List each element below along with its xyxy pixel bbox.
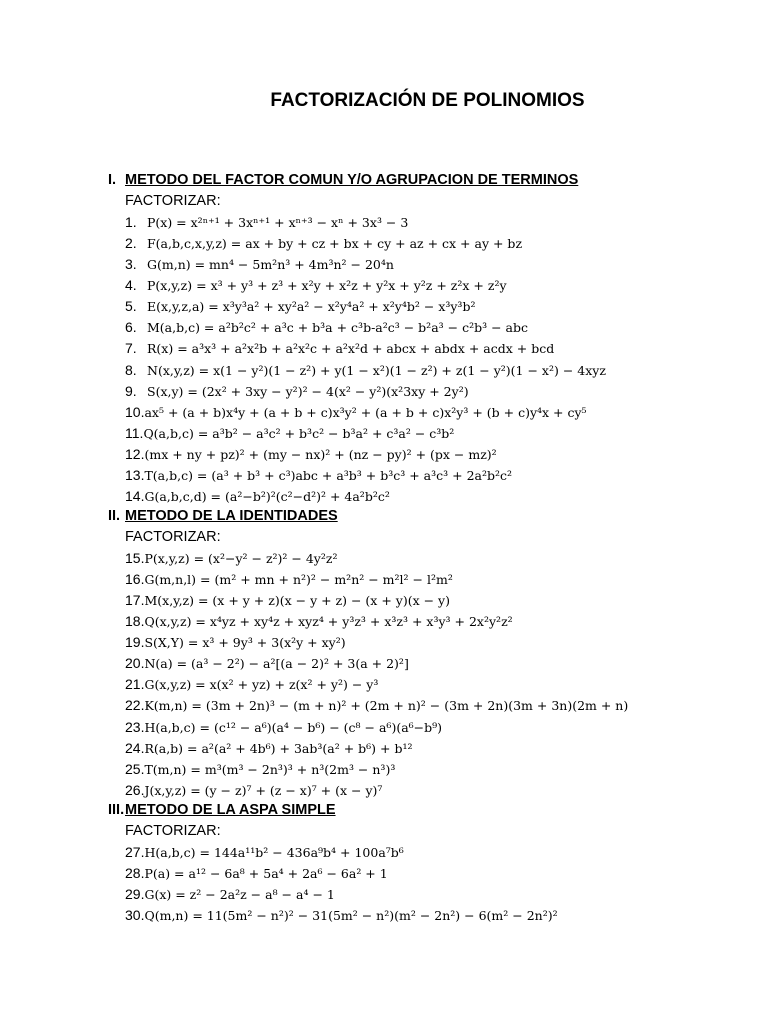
exercise-expression: M(x,y,z) = (x + y + z)(x − y + z) − (x + y)(x − y) bbox=[144, 593, 450, 609]
exercise-number: 18. bbox=[125, 613, 145, 630]
section-instruction: FACTORIZAR: bbox=[125, 823, 221, 840]
exercise-expression: (mx + ny + pz)² + (my − nx)² + (nz − py)² + (px − mz)² bbox=[144, 446, 497, 462]
exercise-expression: T(m,n) = m³(m³ − 2n³)³ + n³(2m³ − n³)³ bbox=[144, 761, 396, 777]
exercise-number: 24. bbox=[125, 739, 145, 756]
exercise-item bbox=[125, 423, 454, 444]
exercise-item bbox=[125, 590, 450, 611]
exercise-expression: M(a,b,c) = a²b²c² + a³c + b³a + c³b-a²c³ − b²a³ − c²b³ − abc bbox=[147, 320, 528, 336]
section-numeral: II. bbox=[108, 508, 121, 524]
section-numeral: III. bbox=[108, 802, 125, 818]
section-heading bbox=[108, 800, 336, 821]
exercise-item bbox=[125, 905, 558, 926]
exercise-item bbox=[125, 611, 513, 632]
exercise-expression: N(x,y,z) = x(1 − y²)(1 − z²) + y(1 − x²)(1 − z²) + z(1 − y²)(1 − x²) − 4xyz bbox=[147, 362, 606, 378]
exercise-expression: R(a,b) = a²(a² + 4b⁶) + 3ab³(a² + b⁶) + b¹² bbox=[144, 740, 413, 756]
exercise-expression: Q(m,n) = 11(5m² − n²)² − 31(5m² − n²)(m² − 2n²) − 6(m² − 2n²)² bbox=[144, 908, 558, 924]
exercise-number: 10. bbox=[125, 403, 145, 420]
exercise-number: 30. bbox=[125, 907, 145, 924]
exercise-number: 4. bbox=[125, 277, 137, 294]
exercise-item bbox=[125, 674, 378, 695]
exercise-number: 15. bbox=[125, 550, 145, 567]
exercise-item bbox=[125, 738, 412, 759]
exercise-item bbox=[125, 717, 442, 738]
exercise-number: 16. bbox=[125, 571, 145, 588]
exercise-item bbox=[125, 381, 469, 402]
exercise-expression: P(x,y,z) = (x²−y² − z²)² − 4y²z² bbox=[144, 551, 338, 567]
exercise-expression: E(x,y,z,a) = x³y³a² + xy²a² − x²y⁴a² + x²y⁴b² − x³y³b² bbox=[147, 299, 476, 315]
exercise-number: 29. bbox=[125, 886, 145, 903]
exercise-number: 25. bbox=[125, 760, 145, 777]
exercise-number: 17. bbox=[125, 592, 145, 609]
exercise-expression: P(x) = x²ⁿ⁺¹ + 3xⁿ⁺¹ + xⁿ⁺³ − xⁿ + 3x³ − 3 bbox=[147, 215, 409, 231]
exercise-expression: P(x,y,z) = x³ + y³ + z³ + x²y + x²z + y²x + y²z + z²x + z²y bbox=[147, 278, 507, 294]
exercise-item bbox=[125, 212, 408, 233]
exercise-expression: F(a,b,c,x,y,z) = ax + by + cz + bx + cy + az + cx + ay + bz bbox=[147, 236, 523, 252]
exercise-expression: G(x,y,z) = x(x² + yz) + z(x² + y²) − y³ bbox=[144, 677, 379, 693]
exercise-number: 6. bbox=[125, 319, 137, 336]
exercise-number: 27. bbox=[125, 844, 145, 861]
exercise-item bbox=[125, 233, 522, 254]
exercise-number: 3. bbox=[125, 256, 137, 273]
exercise-number: 12. bbox=[125, 445, 145, 462]
section-title: METODO DE LA IDENTIDADES bbox=[125, 508, 338, 524]
exercise-number: 23. bbox=[125, 718, 145, 735]
section-instruction: FACTORIZAR: bbox=[125, 193, 221, 210]
exercise-expression: H(a,b,c) = (c¹² − a⁶)(a⁴ − b⁶) − (c⁸ − a⁶)(a⁶−b⁹) bbox=[144, 719, 443, 735]
exercise-number: 28. bbox=[125, 865, 145, 882]
exercise-expression: P(a) = a¹² − 6a⁸ + 5a⁴ + 2a⁶ − 6a² + 1 bbox=[144, 866, 388, 882]
exercise-number: 19. bbox=[125, 634, 145, 651]
exercise-number: 7. bbox=[125, 340, 137, 357]
exercise-item bbox=[125, 275, 507, 296]
exercise-expression: S(X,Y) = x³ + 9y³ + 3(x²y + xy²) bbox=[144, 635, 346, 651]
exercise-item bbox=[125, 759, 395, 780]
section-heading bbox=[108, 170, 578, 191]
exercise-expression: ax⁵ + (a + b)x⁴y + (a + b + c)x³y² + (a + b + c)x²y³ + (b + c)y⁴x + cy⁵ bbox=[144, 404, 587, 420]
section-numeral: I. bbox=[108, 172, 117, 188]
exercise-item bbox=[125, 653, 409, 674]
exercise-number: 2. bbox=[125, 235, 137, 252]
exercise-number: 14. bbox=[125, 487, 145, 504]
exercise-item bbox=[125, 780, 382, 801]
exercise-item bbox=[125, 444, 497, 465]
exercise-item bbox=[125, 695, 628, 716]
exercise-number: 1. bbox=[125, 214, 137, 231]
exercise-number: 21. bbox=[125, 676, 145, 693]
exercise-expression: G(a,b,c,d) = (a²−b²)²(c²−d²)² + 4a²b²c² bbox=[144, 488, 390, 504]
exercise-number: 9. bbox=[125, 382, 137, 399]
exercise-item bbox=[125, 338, 554, 359]
section-title: METODO DE LA ASPA SIMPLE bbox=[125, 802, 336, 818]
exercise-expression: H(a,b,c) = 144a¹¹b² − 436a⁹b⁴ + 100a⁷b⁶ bbox=[144, 845, 404, 861]
exercise-number: 20. bbox=[125, 655, 145, 672]
exercise-number: 22. bbox=[125, 697, 145, 714]
exercise-number: 11. bbox=[125, 424, 144, 441]
exercise-item bbox=[125, 296, 475, 317]
exercise-number: 8. bbox=[125, 361, 137, 378]
exercise-number: 13. bbox=[125, 466, 145, 483]
exercise-expression: K(m,n) = (3m + 2n)³ − (m + n)² + (2m + n)² − (3m + 2n)(3m + 3n)(2m + n) bbox=[144, 698, 629, 714]
section-instruction: FACTORIZAR: bbox=[125, 529, 221, 546]
exercise-expression: G(m,n) = mn⁴ − 5m²n³ + 4m³n² − 20⁴n bbox=[147, 257, 394, 273]
exercise-item bbox=[125, 548, 337, 569]
page-title: FACTORIZACIÓN DE POLINOMIOS bbox=[270, 90, 585, 111]
section-title: METODO DEL FACTOR COMUN Y/O AGRUPACION DE TERMINOS bbox=[125, 172, 579, 188]
exercise-expression: J(x,y,z) = (y − z)⁷ + (z − x)⁷ + (x − y)⁷ bbox=[144, 782, 383, 798]
exercise-item bbox=[125, 569, 453, 590]
exercise-expression: R(x) = a³x³ + a²x²b + a²x²c + a²x²d + abcx + abdx + acdx + bcd bbox=[147, 341, 555, 357]
exercise-item bbox=[125, 884, 335, 905]
exercise-expression: T(a,b,c) = (a³ + b³ + c³)abc + a³b³ + b³c³ + a³c³ + 2a²b²c² bbox=[144, 467, 513, 483]
exercise-item bbox=[125, 632, 346, 653]
exercise-number: 5. bbox=[125, 298, 137, 315]
exercise-item bbox=[125, 360, 606, 381]
exercise-item bbox=[125, 465, 512, 486]
exercise-expression: G(m,n,l) = (m² + mn + n²)² − m²n² − m²l² − l²m² bbox=[144, 572, 453, 588]
exercise-item bbox=[125, 317, 528, 338]
exercise-item bbox=[125, 842, 404, 863]
exercise-number: 26. bbox=[125, 781, 145, 798]
exercise-item bbox=[125, 486, 390, 507]
exercise-expression: S(x,y) = (2x² + 3xy − y²)² − 4(x² − y²)(x²3xy + 2y²) bbox=[147, 383, 469, 399]
exercise-item bbox=[125, 863, 388, 884]
section-heading bbox=[108, 506, 338, 527]
exercise-item bbox=[125, 254, 394, 275]
exercise-expression: Q(x,y,z) = x⁴yz + xy⁴z + xyz⁴ + y³z³ + x³z³ + x³y³ + 2x²y²z² bbox=[144, 614, 513, 630]
exercise-expression: G(x) = z² − 2a²z − a⁸ − a⁴ − 1 bbox=[144, 887, 335, 903]
exercise-item bbox=[125, 402, 587, 423]
exercise-expression: N(a) = (a³ − 2²) − a²[(a − 2)² + 3(a + 2)²] bbox=[144, 656, 409, 672]
exercise-expression: Q(a,b,c) = a³b² − a³c² + b³c² − b³a² + c³a² − c³b² bbox=[143, 425, 455, 441]
